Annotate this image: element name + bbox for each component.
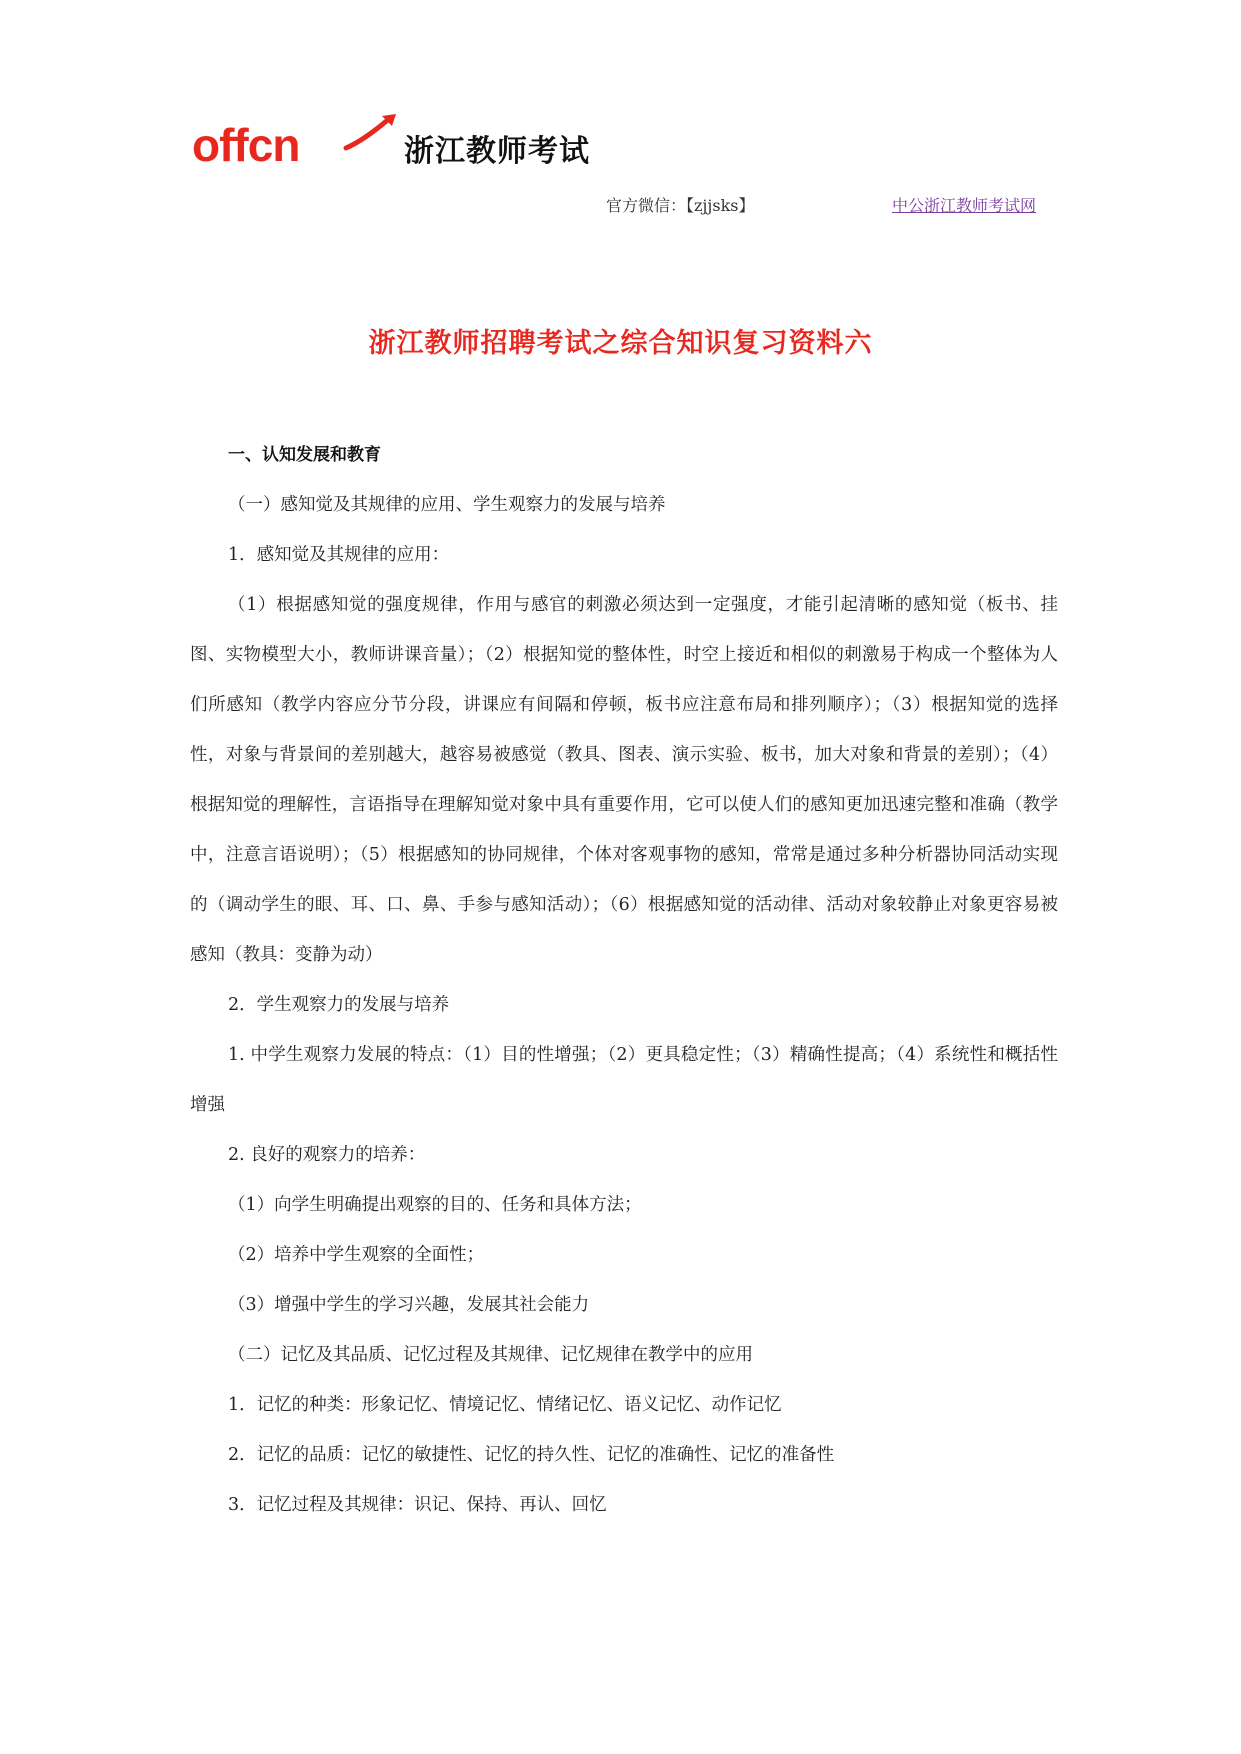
paragraph: （1）根据感知觉的强度规律，作用与感官的刺激必须达到一定强度，才能引起清晰的感知觉（板书、挂图、实物模型大小，教师讲课音量）；（2）根据知觉的整体性，时空上接近和相似的刺激易于构成一个整体为人们所感知（教学内容应分节分段，讲课应有间隔和停顿，板书应注意布局和排列顺序）；（3）根据知觉的选择性，对象与背景间的差别越大，越容易被感觉（教具、图表、演示实验、板书，加大对象和背景的差别）；（4）根据知觉的理解性，言语指导在理解知觉对象中具有重要作用，它可以使人们的感知更加迅速完整和准确（教学中，注意言语说明）；（5）根据感知的协同规律，个体对客观事物的感知，常常是通过多种分析器协同活动实现的（调动学生的眼、耳、口、鼻、手参与感知活动）；（6）根据感知觉的活动律、活动对象较静止对象更容易被感知（教具：变静为动）	[190, 595, 1058, 965]
list-item: 2．记忆的品质：记忆的敏捷性、记忆的持久性、记忆的准确性、记忆的准备性	[228, 1445, 835, 1465]
subsection-heading: （二）记忆及其品质、记忆过程及其规律、记忆规律在教学中的应用	[228, 1345, 753, 1365]
list-item: 1．感知觉及其规律的应用：	[228, 545, 450, 565]
logo-wordmark: offcn	[192, 119, 300, 171]
subsection-heading: （一）感知觉及其规律的应用、学生观察力的发展与培养	[228, 495, 666, 515]
list-item: 3．记忆过程及其规律：识记、保持、再认、回忆	[228, 1495, 607, 1515]
list-item: 1. 中学生观察力发展的特点：（1）目的性增强；（2）更具稳定性；（3）精确性提高；（4）系统性和概括性增强	[190, 1045, 1058, 1115]
document-title: 浙江教师招聘考试之综合知识复习资料六	[368, 328, 873, 359]
offcn-logo	[192, 112, 590, 184]
list-item: 2. 良好的观察力的培养：	[228, 1145, 426, 1165]
list-item: （1）向学生明确提出观察的目的、任务和具体方法；	[228, 1195, 642, 1215]
section-heading: 一、认知发展和教育	[228, 445, 381, 465]
list-item: 1．记忆的种类：形象记忆、情境记忆、情绪记忆、语义记忆、动作记忆	[228, 1395, 782, 1415]
site-link[interactable]: 中公浙江教师考试网	[892, 196, 1037, 215]
wechat-account: 官方微信：【zjjsks】	[606, 196, 755, 215]
document-body	[190, 430, 1058, 1530]
logo-chinese-name: 浙江教师考试	[404, 134, 590, 169]
list-item: 2．学生观察力的发展与培养	[228, 995, 450, 1015]
list-item: （3）增强中学生的学习兴趣，发展其社会能力	[228, 1295, 590, 1315]
logo-swoosh-icon	[342, 112, 402, 152]
list-item: （2）培养中学生观察的全面性；	[228, 1245, 485, 1265]
